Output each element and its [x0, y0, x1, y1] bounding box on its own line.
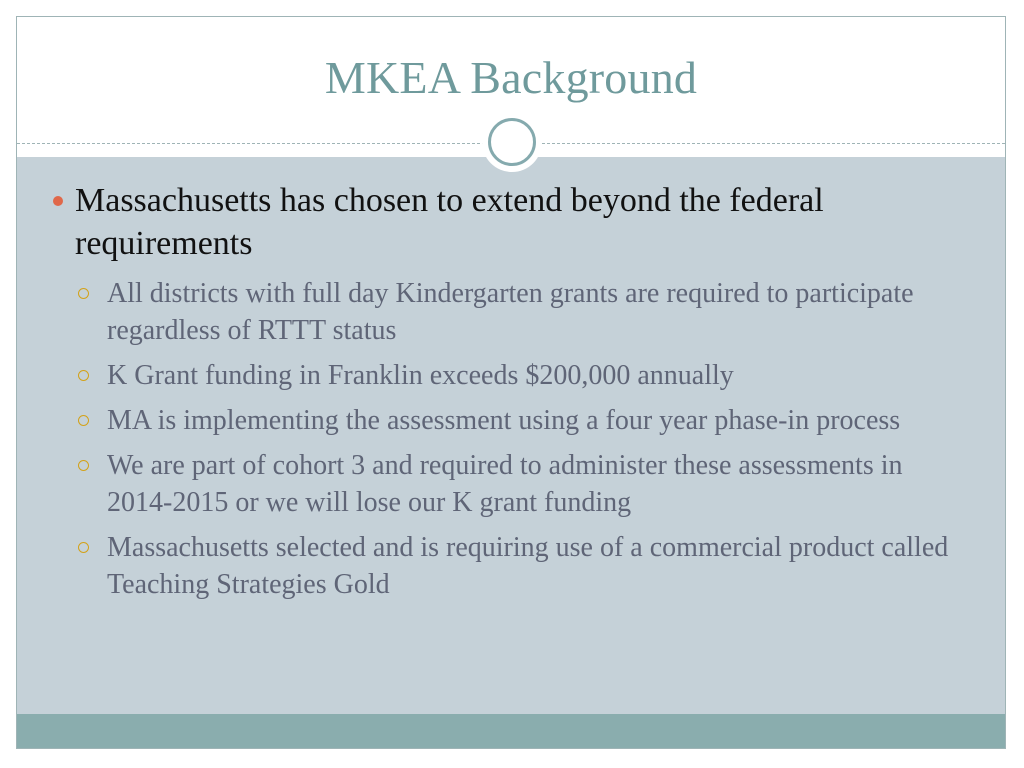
sub-bullet-item [53, 275, 973, 349]
sub-bullet-item [53, 529, 973, 603]
slide-content [53, 179, 973, 611]
sub-bullet-list [53, 275, 973, 603]
sub-bullet-item [53, 447, 973, 521]
hollow-circle-bullet-icon [78, 542, 89, 553]
sub-bullet-text: K Grant funding in Franklin exceeds $200,000 annually [107, 360, 734, 391]
ornament-ring [488, 118, 536, 166]
ring-ornament-icon [482, 112, 542, 172]
sub-bullet-item [53, 357, 973, 394]
footer-band [17, 714, 1005, 748]
hollow-circle-bullet-icon [78, 288, 89, 299]
filled-circle-bullet-icon [53, 196, 63, 206]
sub-bullet-item [53, 402, 973, 439]
sub-bullet-text: We are part of cohort 3 and required to administer these assessments in 2014-2015 or we will lose our K grant funding [107, 450, 903, 518]
sub-bullet-text: MA is implementing the assessment using a four year phase-in process [107, 405, 901, 436]
bullet-text: Massachusetts has chosen to extend beyond the federal requirements [75, 182, 824, 262]
hollow-circle-bullet-icon [78, 460, 89, 471]
hollow-circle-bullet-icon [78, 370, 89, 381]
sub-bullet-text: All districts with full day Kindergarten grants are required to participate regardless of RTTT status [107, 278, 914, 346]
bullet-item [53, 179, 973, 265]
hollow-circle-bullet-icon [78, 415, 89, 426]
slide-title: MKEA Background [324, 52, 698, 103]
slide-frame [16, 16, 1006, 749]
sub-bullet-text: Massachusetts selected and is requiring use of a commercial product called Teaching Strategies Gold [107, 532, 949, 600]
